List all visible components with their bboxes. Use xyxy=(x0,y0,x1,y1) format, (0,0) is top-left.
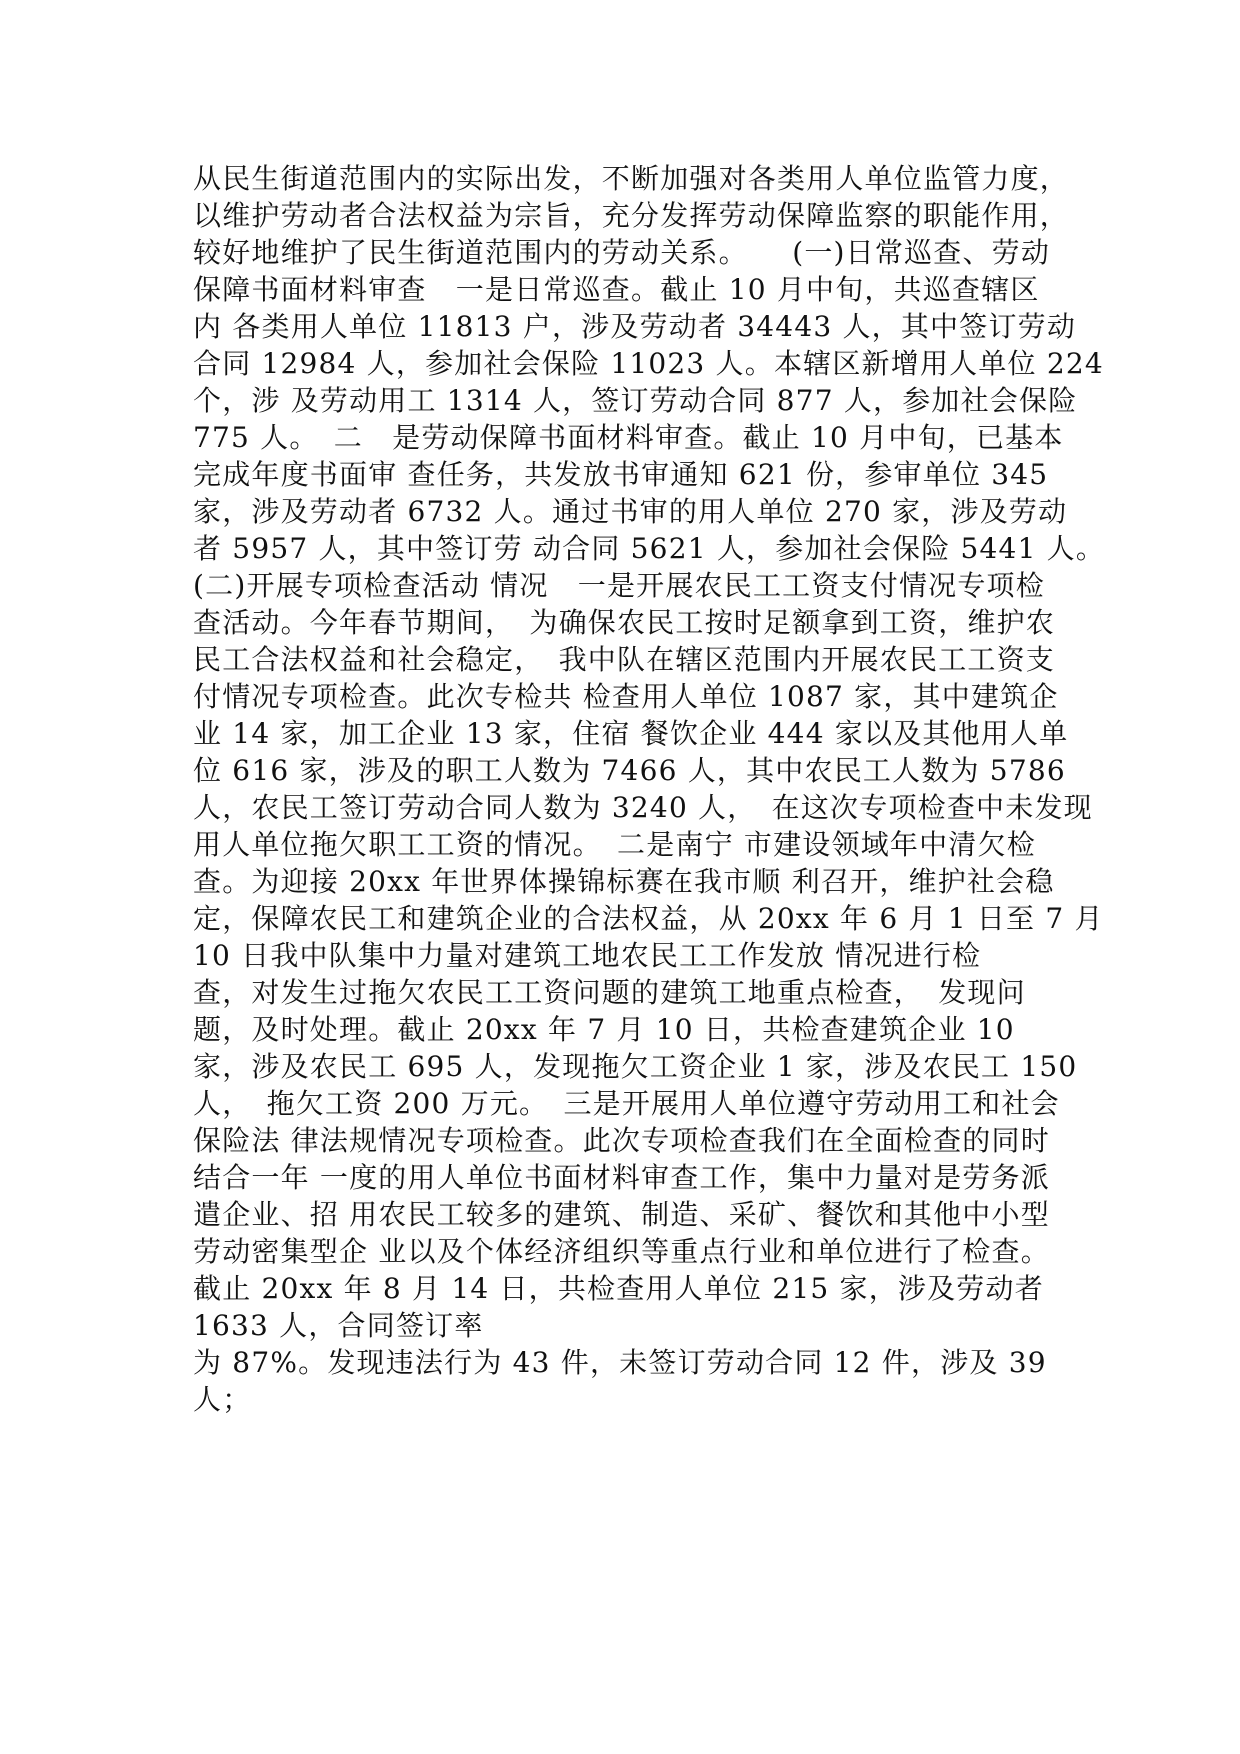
text-line: 较好地维护了民生街道范围内的劳动关系。 (一)日常巡查、劳动 xyxy=(193,236,1051,269)
text-line: 遣企业、招 用农民工较多的建筑、制造、采矿、餐饮和其他中小型 xyxy=(193,1198,1050,1231)
text-line: 位 616 家，涉及的职工人数为 7466 人，其中农民工人数为 5786 xyxy=(193,754,1066,787)
text-line: 查。为迎接 20xx 年世界体操锦标赛在我市顺 利召开，维护社会稳 xyxy=(193,865,1055,898)
text-line: (二)开展专项检查活动 情况 一是开展农民工工资支付情况专项检 xyxy=(193,569,1045,602)
text-line: 为 87%。发现违法行为 43 件，未签订劳动合同 12 件，涉及 39 xyxy=(193,1346,1047,1379)
text-line: 付情况专项检查。此次专检共 检查用人单位 1087 家，其中建筑企 xyxy=(193,680,1059,713)
text-line: 截止 20xx 年 8 月 14 日，共检查用人单位 215 家，涉及劳动者 xyxy=(193,1272,1044,1305)
text-line: 从民生街道范围内的实际出发，不断加强对各类用人单位监管力度， xyxy=(193,162,1070,195)
text-line: 民工合法权益和社会稳定， 我中队在辖区范围内开展农民工工资支 xyxy=(193,643,1056,676)
text-line: 个，涉 及劳动用工 1314 人，签订劳动合同 877 人，参加社会保险 xyxy=(193,384,1078,417)
text-line: 定，保障农民工和建筑企业的合法权益，从 20xx 年 6 月 1 日至 7 月 xyxy=(193,902,1104,935)
text-line: 人， 拖欠工资 200 万元。 三是开展用人单位遵守劳动用工和社会 xyxy=(193,1087,1060,1120)
text-line: 完成年度书面审 查任务，共发放书审通知 621 份，参审单位 345 xyxy=(193,458,1049,491)
text-line: 查，对发生过拖欠农民工工资问题的建筑工地重点检查， 发现问 xyxy=(193,976,1026,1009)
text-line: 查活动。今年春节期间， 为确保农民工按时足额拿到工资，维护农 xyxy=(193,606,1056,639)
text-line: 1633 人，合同签订率 xyxy=(193,1309,484,1342)
text-line: 10 日我中队集中力量对建筑工地农民工工作发放 情况进行检 xyxy=(193,939,982,972)
body-text xyxy=(193,160,1106,1418)
text-line: 者 5957 人，其中签订劳 动合同 5621 人，参加社会保险 5441 人。 xyxy=(193,532,1106,565)
text-line: 劳动密集型企 业以及个体经济组织等重点行业和单位进行了检查。 xyxy=(193,1235,1050,1268)
text-line: 合同 12984 人，参加社会保险 11023 人。本辖区新增用人单位 224 xyxy=(193,347,1104,380)
text-line: 内 各类用人单位 11813 户，涉及劳动者 34443 人，其中签订劳动 xyxy=(193,310,1077,343)
text-line: 业 14 家，加工企业 13 家，住宿 餐饮企业 444 家以及其他用人单 xyxy=(193,717,1069,750)
text-line: 以维护劳动者合法权益为宗旨，充分发挥劳动保障监察的职能作用， xyxy=(193,199,1070,232)
text-line: 题，及时处理。截止 20xx 年 7 月 10 日，共检查建筑企业 10 xyxy=(193,1013,1015,1046)
text-line: 保障书面材料审查 一是日常巡查。截止 10 月中旬，共巡查辖区 xyxy=(193,273,1040,306)
text-line: 775 人。 二 是劳动保障书面材料审查。截止 10 月中旬，已基本 xyxy=(193,421,1064,454)
text-line: 保险法 律法规情况专项检查。此次专项检查我们在全面检查的同时 xyxy=(193,1124,1050,1157)
text-line: 用人单位拖欠职工工资的情况。 二是南宁 市建设领域年中清欠检 xyxy=(193,828,1036,861)
text-line: 家，涉及农民工 695 人，发现拖欠工资企业 1 家，涉及农民工 150 xyxy=(193,1050,1078,1083)
text-line: 家，涉及劳动者 6732 人。通过书审的用人单位 270 家，涉及劳动 xyxy=(193,495,1068,528)
text-line: 人，农民工签订劳动合同人数为 3240 人， 在这次专项检查中未发现 xyxy=(193,791,1093,824)
text-line: 人； xyxy=(193,1383,252,1416)
text-line: 结合一年 一度的用人单位书面材料审查工作，集中力量对是劳务派 xyxy=(193,1161,1050,1194)
